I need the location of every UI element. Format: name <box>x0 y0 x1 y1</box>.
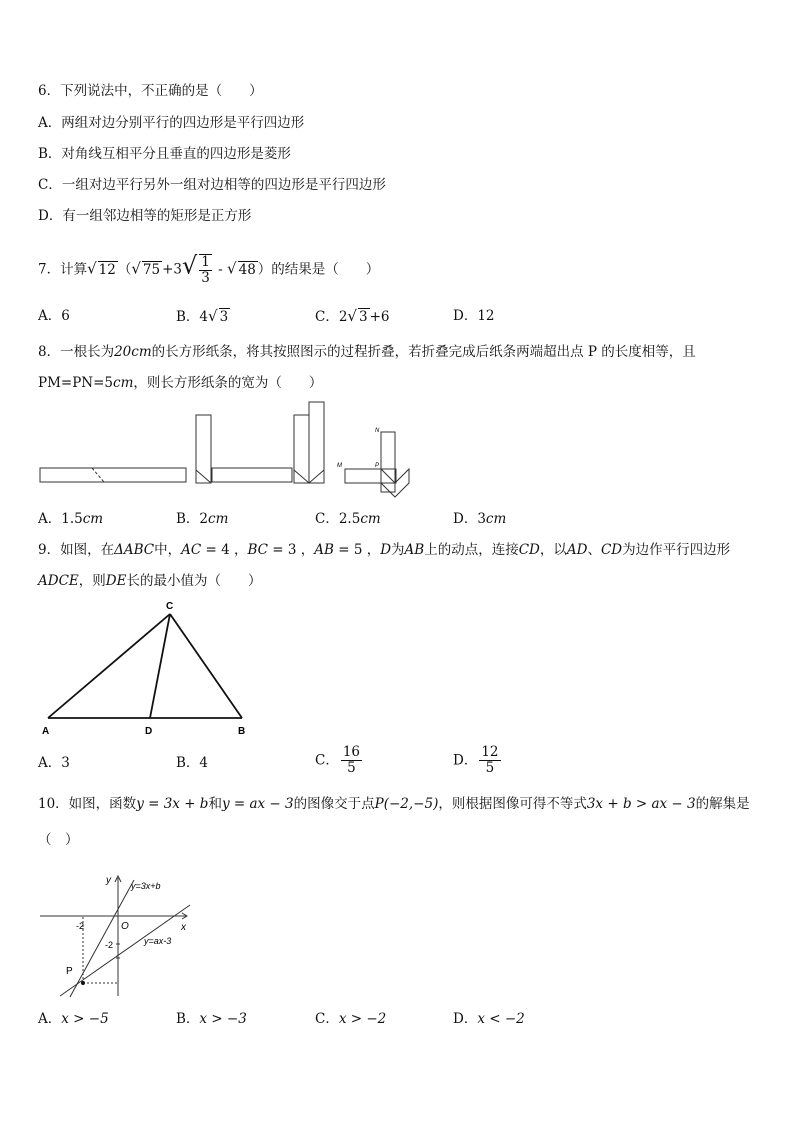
option-letter: C． <box>315 511 339 527</box>
q9-seg: DE <box>105 573 127 589</box>
option-value: 2.5 <box>338 511 361 527</box>
q9-option-b: B．4 <box>176 755 209 771</box>
line-y-ax-3 <box>60 905 190 996</box>
q7-suffix: ）的结果是（ ） <box>257 261 380 278</box>
label-d: D <box>145 726 153 737</box>
q7-option-a: A．6 <box>38 308 70 324</box>
q9-text: = 5 ， <box>333 542 381 558</box>
label-y-neg2: -2 <box>105 940 114 950</box>
label-x: x <box>181 922 186 933</box>
q7-minus: - <box>213 261 228 278</box>
q9-seg: BC <box>247 542 268 558</box>
q9-text: ，以 <box>539 542 567 558</box>
q10-function-1: y = 3x + b <box>136 796 209 812</box>
option-letter: A． <box>38 1011 62 1027</box>
label-a: A <box>42 726 50 737</box>
q7-plus3: +3 <box>162 261 182 278</box>
q7-lparen: （ <box>117 261 132 278</box>
q9-text: = 3 ， <box>267 542 315 558</box>
q9-text: = 4 ， <box>201 542 248 558</box>
option-letter: D． <box>453 752 478 769</box>
q9-point: D <box>380 542 392 558</box>
q6-option-b: B．对角线互相平分且垂直的四边形是菱形 <box>38 146 291 162</box>
q9-seg: AC <box>181 542 202 558</box>
option-letter: A． <box>38 511 62 527</box>
q7-prefix: 7．计算 <box>38 261 88 278</box>
q7-frac-num: 1 <box>201 254 210 270</box>
option-unit: cm <box>208 511 229 527</box>
option-unit: cm <box>82 511 104 527</box>
label-n: N <box>375 428 380 434</box>
label-line1: y=3x+b <box>131 881 161 891</box>
q9-seg: CD <box>518 542 540 558</box>
option-unit: cm <box>360 511 381 527</box>
point-p <box>81 981 85 985</box>
label-y: y <box>106 875 111 886</box>
q9-text: 长的最小值为（ ） <box>126 573 262 589</box>
q6-stem: 6．下列说法中，不正确的是（ ） <box>38 83 263 99</box>
q7-b-prefix: B．4 <box>176 309 209 325</box>
option-expr: x < −2 <box>477 1011 525 1027</box>
q8-text: 的长方形纸条，将其按照图示的过程折叠，若折叠完成后纸条两端超出点 P 的长度相等，且 <box>151 344 696 360</box>
q9-option-a: A．3 <box>38 755 70 771</box>
option-value: 2 <box>199 511 209 527</box>
q9-text: 上的动点，连接 <box>424 542 519 558</box>
q7-frac-den: 3 <box>201 270 210 286</box>
option-expr: x > −3 <box>199 1011 247 1027</box>
option-letter: C． <box>315 752 339 769</box>
q8-length: 20cm <box>114 344 152 360</box>
label-x-neg2: -2 <box>76 921 85 931</box>
q10-text: 的图像交于点 <box>293 796 375 812</box>
frac-num: 12 <box>481 744 499 760</box>
sqrt-symbol: √ <box>227 259 237 278</box>
q7-option-d: D．12 <box>453 308 495 324</box>
q9-seg: AB <box>314 542 334 558</box>
sqrt-symbol: √ <box>87 259 97 278</box>
q9-seg: AB <box>404 542 425 558</box>
q9-text: 9．如图，在 <box>38 542 115 558</box>
sqrt-symbol: √ <box>208 307 218 325</box>
q10-option-c <box>315 1010 386 1028</box>
q8-unit: cm <box>113 375 134 391</box>
option-letter: B． <box>176 511 200 527</box>
q6-option-d: D．有一组邻边相等的矩形是正方形 <box>38 208 252 224</box>
option-letter: C． <box>315 1011 339 1027</box>
option-letter: B． <box>176 1011 200 1027</box>
option-value: 1.5 <box>61 511 83 527</box>
q10-text: 和 <box>208 796 222 812</box>
frac-num: 16 <box>342 744 361 760</box>
label-b: B <box>238 726 246 737</box>
option-expr: x > −2 <box>338 1011 387 1027</box>
q10-function-2: y = ax − 3 <box>221 796 294 812</box>
option-value: 3 <box>477 511 486 527</box>
q10-text: 的解集是 <box>695 796 750 812</box>
q9-seg: AD <box>566 542 588 558</box>
q10-stem-line2: （ ） <box>38 832 79 848</box>
q9-triangle: ΔABC <box>114 542 155 558</box>
q10-text: ，则根据图像可得不等式 <box>438 796 587 812</box>
label-c: C <box>166 601 174 612</box>
q7-c-radicand: 3 <box>358 309 368 325</box>
option-letter: D． <box>453 511 478 527</box>
q9-text: 为 <box>391 542 405 558</box>
option-letter: D． <box>453 1011 478 1027</box>
q9-text: ，则 <box>78 573 106 589</box>
q8-text: PM=PN=5 <box>38 375 114 391</box>
q10-inequality: 3x + b > ax − 3 <box>586 796 696 812</box>
label-p: P <box>66 966 73 977</box>
q9-text: 、 <box>587 542 601 558</box>
q7-radicand-48: 48 <box>238 261 256 278</box>
frac-den: 5 <box>485 760 495 776</box>
q10-option-a <box>38 1010 109 1028</box>
label-origin: O <box>121 921 129 932</box>
q6-option-c: C．一组对边平行另外一组对边相等的四边形是平行四边形 <box>38 177 386 193</box>
q7-c-prefix: C．2 <box>315 309 348 325</box>
q7-radicand-12: 12 <box>98 261 116 278</box>
sqrt-symbol: √ <box>131 259 141 278</box>
label-p: P <box>375 463 380 469</box>
q9-seg: CD <box>600 542 623 558</box>
q10-option-b <box>176 1010 247 1028</box>
q7-b-radicand: 3 <box>219 309 229 325</box>
option-expr: x > −5 <box>61 1011 109 1027</box>
frac-den: 5 <box>347 760 356 776</box>
q9-parallelogram: ADCE <box>38 573 79 589</box>
q8-text: 8．一根长为 <box>38 344 115 360</box>
line-y-3x-b <box>70 880 134 997</box>
q10-text: 10．如图，函数 <box>38 796 137 812</box>
q7-radicand-75: 75 <box>142 261 161 278</box>
option-unit: cm <box>485 511 507 527</box>
label-line2: y=ax-3 <box>144 936 172 946</box>
sqrt-symbol: √ <box>347 307 357 325</box>
q9-text: 中， <box>154 542 182 558</box>
q10-point: P(−2,−5) <box>374 796 439 812</box>
q10-option-d <box>453 1010 525 1028</box>
label-m: M <box>337 463 342 469</box>
q9-text: 为边作平行四边形 <box>622 542 731 558</box>
q6-option-a: A．两组对边分别平行的四边形是平行四边形 <box>38 115 305 131</box>
q7-c-suffix: +6 <box>369 309 390 325</box>
q8-text: ，则长方形纸条的宽为（ ） <box>133 375 323 391</box>
sqrt-symbol: √ <box>182 251 198 280</box>
